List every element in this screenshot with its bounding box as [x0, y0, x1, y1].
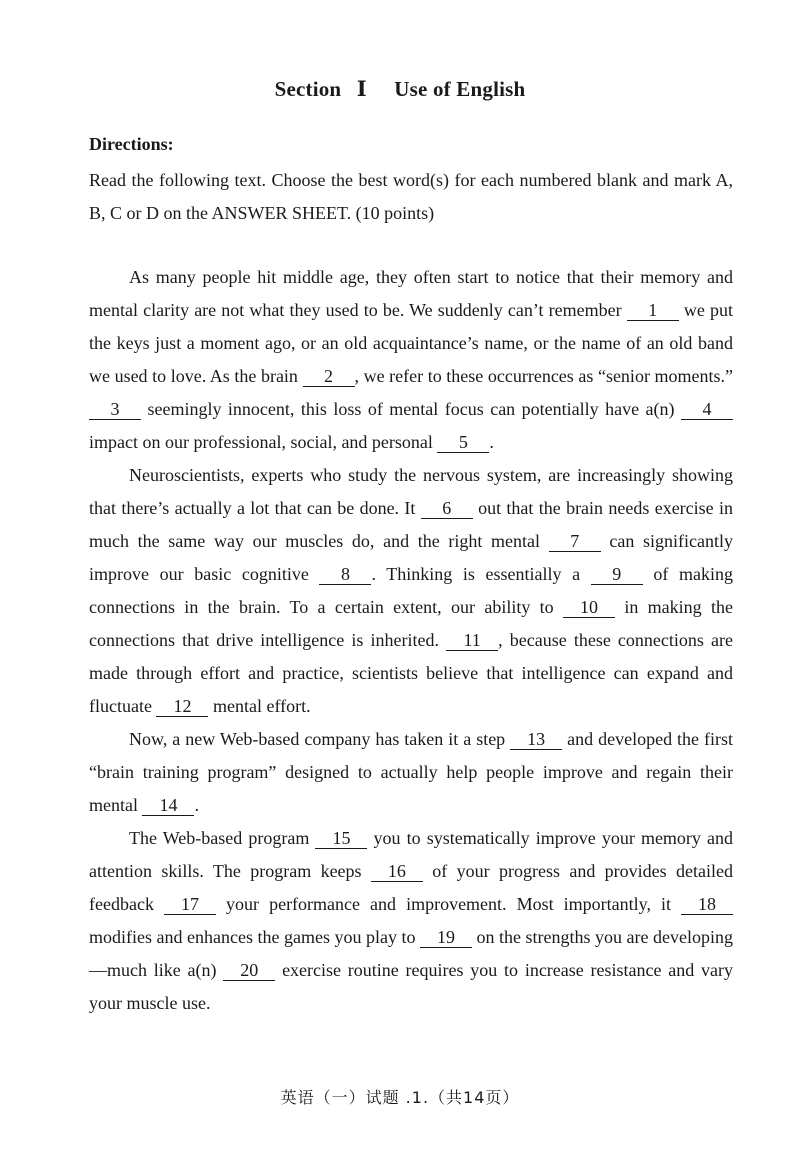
page-footer: 英语（一）试题 .1.（共14页）: [280, 1088, 520, 1107]
paragraph-1: [89, 261, 733, 459]
blank-11: 11: [446, 630, 498, 651]
blank-5: 5: [437, 432, 489, 453]
text-run: we put the keys just a moment ago, or an old acquaintance’s name, or the name of an old band we used to love. As the brain: [89, 300, 733, 386]
text-run: Neuroscientists, experts who study the nervous system, are increasingly showing that there’s actually a lot that can be done. It: [89, 465, 733, 518]
text-run: exercise routine requires you to increase resistance and vary your muscle use.: [89, 960, 734, 1013]
blank-4: 4: [681, 399, 733, 420]
blank-3: 3: [89, 399, 141, 420]
blank-13: 13: [510, 729, 562, 750]
text-run: seemingly innocent, this loss of mental focus can potentially have a(n): [147, 399, 675, 419]
text-run: you to systematically improve your memory and attention skills. The program keeps: [89, 828, 734, 881]
paragraph-4: [89, 822, 733, 1020]
directions-text: Read the following text. Choose the best word(s) for each numbered blank and mark A, B, C or D on the ANSWER SHEET. (10 points): [89, 170, 733, 223]
text-run: in making the connections that drive intelligence is inherited.: [89, 597, 734, 650]
text-run: .: [194, 795, 199, 815]
text-run: mental effort.: [212, 696, 311, 716]
text-run: of making connections in the brain. To a certain extent, our ability to: [89, 564, 734, 617]
blank-1: 1: [627, 300, 679, 321]
blank-18: 18: [681, 894, 733, 915]
blank-16: 16: [371, 861, 423, 882]
text-run: impact on our professional, social, and personal: [89, 432, 433, 452]
paragraph-3: [89, 723, 733, 822]
blank-20: 20: [223, 960, 275, 981]
blank-8: 8: [319, 564, 371, 585]
section-label: Section: [274, 77, 342, 101]
blank-9: 9: [591, 564, 643, 585]
blank-7: 7: [549, 531, 601, 552]
blank-19: 19: [420, 927, 472, 948]
text-run: your performance and improvement. Most importantly, it: [226, 894, 671, 914]
text-run: Now, a new Web-based company has taken it a step: [129, 729, 506, 749]
text-run: The Web-based program: [129, 828, 310, 848]
text-run: modifies and enhances the games you play to: [89, 927, 416, 947]
blank-12: 12: [156, 696, 208, 717]
text-run: on the strengths you are developing—much like a(n): [89, 927, 733, 980]
cloze-passage: [89, 261, 733, 1020]
text-run: of your progress and provides detailed feedback: [89, 861, 733, 914]
blank-2: 2: [303, 366, 355, 387]
blank-6: 6: [421, 498, 473, 519]
text-run: can significantly improve our basic cognitive: [89, 531, 733, 584]
blank-17: 17: [164, 894, 216, 915]
directions-heading: Directions:: [89, 134, 174, 154]
text-run: .: [489, 432, 494, 452]
text-run: out that the brain needs exercise in much the same way our muscles do, and the right mental: [89, 498, 733, 551]
text-run: As many people hit middle age, they often start to notice that their memory and mental clarity are not what they used to be. We suddenly can’t remember: [89, 267, 733, 320]
blank-10: 10: [563, 597, 615, 618]
section-title: [0, 76, 800, 102]
section-number: Ⅰ: [356, 77, 367, 101]
blank-15: 15: [315, 828, 367, 849]
text-run: . Thinking is essentially a: [371, 564, 581, 584]
text-run: and developed the first “brain training program” designed to actually help people improve and regain their mental: [89, 729, 734, 815]
section-name: Use of English: [394, 77, 526, 101]
text-run: , we refer to these occurrences as “senior moments.”: [354, 366, 733, 386]
text-run: , because these connections are made through effort and practice, scientists believe that intelligence can expand and fluctuate: [89, 630, 733, 716]
blank-14: 14: [142, 795, 194, 816]
paragraph-2: [89, 459, 733, 723]
